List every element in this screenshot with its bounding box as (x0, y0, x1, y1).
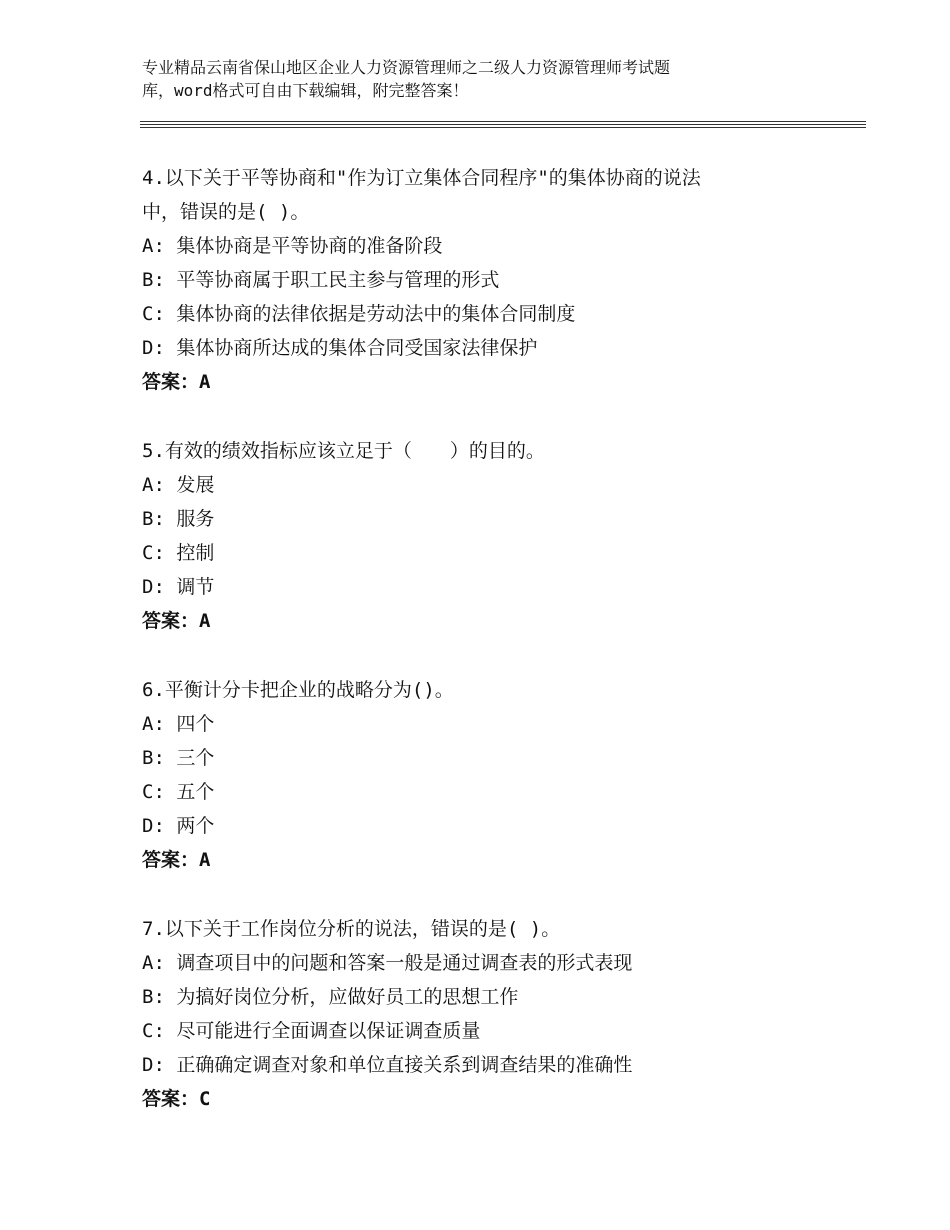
question-6 (142, 673, 802, 877)
answer-value: A (199, 371, 211, 393)
option-a: A: 集体协商是平等协商的准备阶段 (142, 235, 443, 257)
header-line-2: 库，word格式可自由下载编辑，附完整答案！ (142, 81, 469, 100)
option-c: C: 控制 (142, 542, 215, 564)
answer-label: 答案： (142, 610, 200, 632)
answer-label: 答案： (142, 371, 200, 393)
option-c: C: 集体协商的法律依据是劳动法中的集体合同制度 (142, 303, 576, 325)
option-a: A: 调查项目中的问题和答案一般是通过调查表的形式表现 (142, 952, 633, 974)
option-b: B: 为搞好岗位分析，应做好员工的思想工作 (142, 986, 519, 1008)
answer-line (142, 365, 802, 399)
question-text: 7.以下关于工作岗位分析的说法，错误的是( )。 (142, 918, 561, 940)
answer-line (142, 604, 802, 638)
question-text: 5.有效的绩效指标应该立足于（ ）的目的。 (142, 440, 545, 462)
option-b: B: 三个 (142, 747, 215, 769)
option-c: C: 尽可能进行全面调查以保证调查质量 (142, 1020, 481, 1042)
header-divider-bottom (140, 127, 866, 128)
question-4 (142, 161, 802, 399)
option-a: A: 发展 (142, 474, 215, 496)
option-a: A: 四个 (142, 713, 215, 735)
answer-value: A (199, 849, 211, 871)
header-divider-top (140, 121, 866, 122)
answer-label: 答案： (142, 849, 200, 871)
option-b: B: 平等协商属于职工民主参与管理的形式 (142, 269, 500, 291)
answer-line (142, 843, 802, 877)
option-d: D: 调节 (142, 576, 215, 598)
question-7 (142, 912, 802, 1116)
answer-value: A (199, 610, 211, 632)
header-line-1: 专业精品云南省保山地区企业人力资源管理师之二级人力资源管理师考试题 (142, 58, 671, 77)
option-b: B: 服务 (142, 508, 215, 530)
question-text-continued: 中，错误的是( )。 (142, 201, 310, 223)
answer-line (142, 1082, 802, 1116)
question-text: 4.以下关于平等协商和"作为订立集体合同程序"的集体协商的说法 (142, 167, 701, 189)
option-d: D: 两个 (142, 815, 215, 837)
option-d: D: 正确确定调查对象和单位直接关系到调查结果的准确性 (142, 1054, 633, 1076)
question-text: 6.平衡计分卡把企业的战略分为()。 (142, 679, 454, 701)
option-d: D: 集体协商所达成的集体合同受国家法律保护 (142, 337, 538, 359)
document-header (142, 56, 842, 102)
option-c: C: 五个 (142, 781, 215, 803)
answer-label: 答案： (142, 1088, 200, 1110)
answer-value: C (199, 1088, 211, 1110)
question-5 (142, 434, 802, 638)
header-divider-middle (140, 124, 866, 125)
